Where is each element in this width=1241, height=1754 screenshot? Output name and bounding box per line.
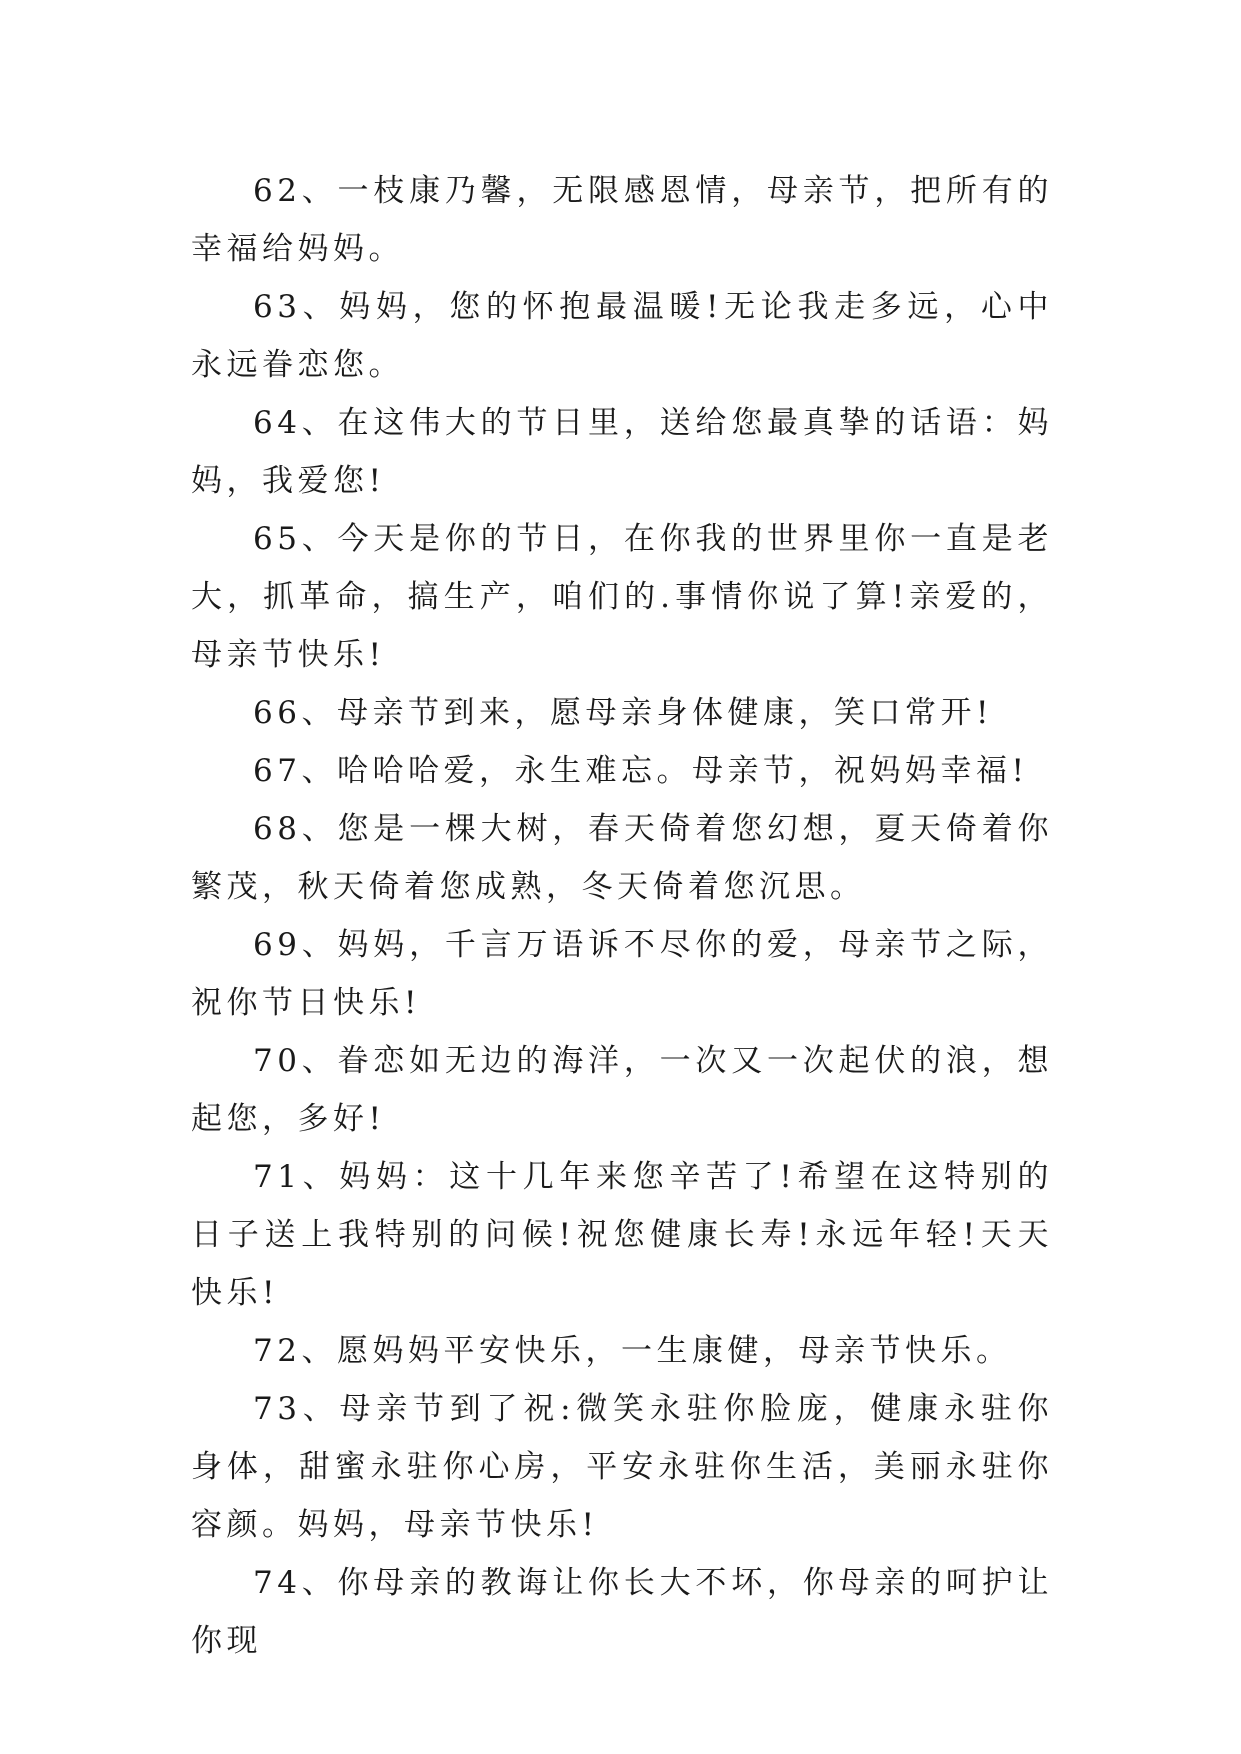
paragraph-68: 68、您是一棵大树，春天倚着您幻想，夏天倚着你繁茂，秋天倚着您成熟，冬天倚着您沉思。	[191, 811, 1053, 905]
paragraph-74: 74、你母亲的教诲让你长大不坏，你母亲的呵护让你现	[191, 1565, 1053, 1659]
document-body	[191, 162, 1053, 1670]
paragraph-70: 70、眷恋如无边的海洋，一次又一次起伏的浪，想起您，多好!	[191, 1043, 1053, 1137]
paragraph-65: 65、今天是你的节日，在你我的世界里你一直是老大，抓革命，搞生产，咱们的.事情你说了算!亲爱的，母亲节快乐!	[191, 521, 1053, 673]
paragraph-73: 73、母亲节到了祝:微笑永驻你脸庞，健康永驻你身体，甜蜜永驻你心房，平安永驻你生活，美丽永驻你容颜。妈妈，母亲节快乐!	[191, 1391, 1053, 1543]
paragraph-64: 64、在这伟大的节日里，送给您最真挚的话语：妈妈，我爱您!	[191, 405, 1053, 499]
paragraph-63: 63、妈妈，您的怀抱最温暖!无论我走多远，心中永远眷恋您。	[191, 289, 1053, 383]
paragraph-71: 71、妈妈：这十几年来您辛苦了!希望在这特别的日子送上我特别的问候!祝您健康长寿!永远年轻!天天快乐!	[191, 1159, 1053, 1311]
paragraph-66: 66、母亲节到来，愿母亲身体健康，笑口常开!	[253, 695, 993, 731]
paragraph-72: 72、愿妈妈平安快乐，一生康健，母亲节快乐。	[253, 1333, 1012, 1369]
paragraph-62: 62、一枝康乃馨，无限感恩情，母亲节，把所有的幸福给妈妈。	[191, 173, 1053, 267]
paragraph-67: 67、哈哈哈爱，永生难忘。母亲节，祝妈妈幸福!	[253, 753, 1029, 789]
paragraph-69: 69、妈妈，千言万语诉不尽你的爱，母亲节之际，祝你节日快乐!	[191, 927, 1053, 1021]
